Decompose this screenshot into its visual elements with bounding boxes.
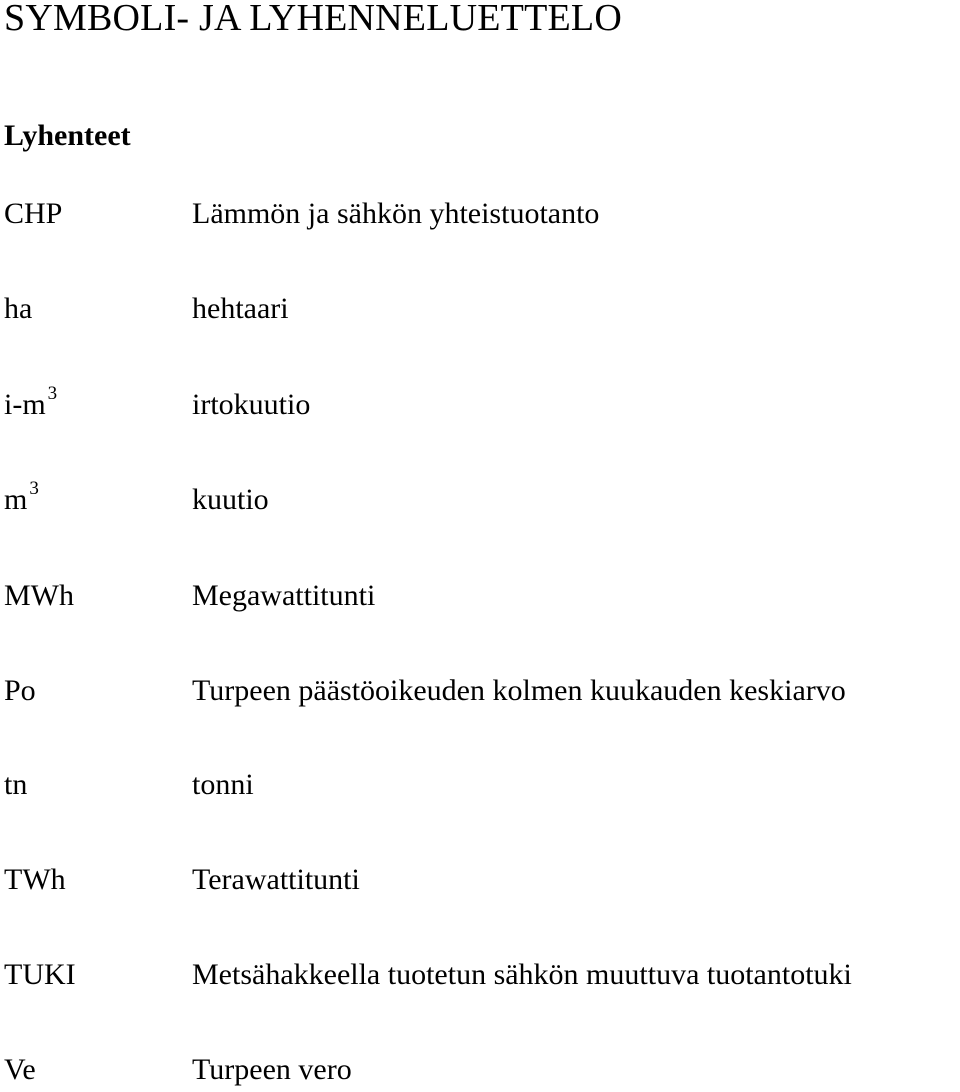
abbreviation: Ve	[4, 1053, 36, 1086]
definition: Metsähakkeella tuotetun sähkön muuttuva tuotantotuki	[192, 958, 852, 991]
page-title: SYMBOLI- JA LYHENNELUETTELO	[4, 0, 622, 39]
definition: irtokuutio	[192, 388, 311, 421]
abbreviation-row-tuki	[0, 957, 960, 997]
definition: Turpeen päästöoikeuden kolmen kuukauden keskiarvo	[192, 674, 846, 707]
superscript: 3	[47, 383, 58, 404]
abbreviation-row-m3	[0, 478, 960, 522]
abbreviation-row-tn	[0, 767, 960, 807]
definition: hehtaari	[192, 292, 289, 325]
abbreviation-row-mwh	[0, 578, 960, 618]
abbreviation-row-po	[0, 673, 960, 713]
abbreviation-row-ve	[0, 1052, 960, 1092]
abbreviation-row-chp	[0, 196, 960, 236]
abbreviation: Po	[4, 674, 36, 707]
abbreviation	[4, 383, 58, 423]
definition: Terawattitunti	[192, 863, 360, 896]
definition: tonni	[192, 768, 254, 801]
abbreviation-base: i-m	[4, 388, 46, 421]
abbreviation-row-i-m3	[0, 383, 960, 427]
definition: Turpeen vero	[192, 1053, 352, 1086]
abbreviation	[4, 478, 39, 518]
abbreviation: ha	[4, 292, 33, 325]
abbreviation-row-twh	[0, 862, 960, 902]
definition: Megawattitunti	[192, 579, 376, 612]
abbreviation-base: m	[4, 483, 28, 516]
definition: kuutio	[192, 483, 269, 516]
definition: Lämmön ja sähkön yhteistuotanto	[192, 197, 600, 230]
section-heading: Lyhenteet	[4, 119, 131, 152]
abbreviation: TUKI	[4, 958, 76, 991]
abbreviation: CHP	[4, 197, 63, 230]
abbreviation-row-ha	[0, 291, 960, 331]
superscript: 3	[29, 478, 39, 499]
abbreviation: tn	[4, 768, 28, 801]
abbreviation: MWh	[4, 579, 74, 612]
abbreviation: TWh	[4, 863, 66, 896]
